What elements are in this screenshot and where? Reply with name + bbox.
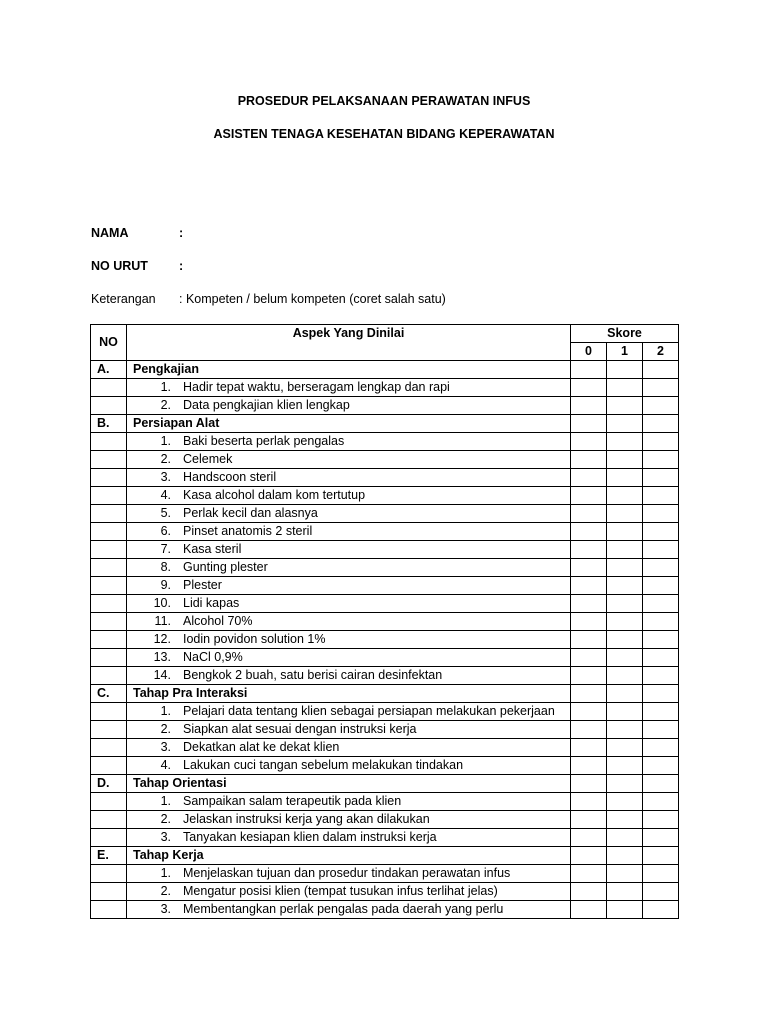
score-cell[interactable] — [643, 361, 679, 379]
score-cell[interactable] — [643, 649, 679, 667]
assessment-table — [90, 324, 679, 919]
table-row — [91, 865, 679, 883]
score-cell[interactable] — [643, 577, 679, 595]
section-title: Pengkajian — [127, 361, 571, 379]
row-no-cell — [91, 811, 127, 829]
row-no-cell — [91, 469, 127, 487]
criterion-cell — [127, 829, 571, 847]
item-number: 3. — [160, 902, 171, 916]
table-row — [91, 559, 679, 577]
row-no-cell — [91, 577, 127, 595]
criterion-cell — [127, 811, 571, 829]
score-cell[interactable] — [571, 595, 607, 613]
table-row — [91, 397, 679, 415]
item-number: 12. — [153, 632, 171, 646]
table-row — [91, 613, 679, 631]
row-no-cell — [91, 829, 127, 847]
row-no-cell — [91, 793, 127, 811]
score-cell[interactable] — [607, 523, 643, 541]
row-no-cell — [91, 649, 127, 667]
criterion-cell — [127, 721, 571, 739]
row-no-cell — [91, 451, 127, 469]
item-number: 11. — [154, 614, 171, 628]
item-number: 1. — [160, 794, 171, 808]
section-title: Tahap Orientasi — [127, 775, 571, 793]
table-row — [91, 649, 679, 667]
section-row — [91, 847, 679, 865]
item-number: 3. — [160, 470, 171, 484]
criterion-cell — [127, 739, 571, 757]
score-cell[interactable] — [607, 847, 643, 865]
criterion-cell — [127, 649, 571, 667]
score-cell[interactable] — [571, 523, 607, 541]
item-text: Membentangkan perlak pengalas pada daerah yang perlu — [183, 902, 504, 916]
item-number: 1. — [160, 380, 171, 394]
row-no-cell — [91, 541, 127, 559]
item-text: Kasa steril — [183, 542, 242, 556]
row-no-cell — [91, 379, 127, 397]
table-row — [91, 883, 679, 901]
table-row — [91, 901, 679, 919]
table-row — [91, 487, 679, 505]
item-text: Celemek — [183, 452, 233, 466]
score-cell[interactable] — [607, 469, 643, 487]
score-cell[interactable] — [571, 901, 607, 919]
score-cell[interactable] — [571, 379, 607, 397]
criterion-cell — [127, 379, 571, 397]
table-row — [91, 703, 679, 721]
score-cell[interactable] — [607, 721, 643, 739]
score-cell[interactable] — [643, 433, 679, 451]
score-cell[interactable] — [571, 883, 607, 901]
item-text: Data pengkajian klien lengkap — [183, 398, 350, 412]
row-no-cell — [91, 883, 127, 901]
table-row — [91, 433, 679, 451]
item-text: Hadir tepat waktu, berseragam lengkap dan rapi — [183, 380, 450, 394]
score-cell[interactable] — [571, 811, 607, 829]
item-number: 8. — [160, 560, 171, 574]
score-cell[interactable] — [643, 487, 679, 505]
section-row — [91, 775, 679, 793]
table-row — [91, 541, 679, 559]
score-cell[interactable] — [607, 703, 643, 721]
criterion-cell — [127, 757, 571, 775]
row-no-cell — [91, 721, 127, 739]
criterion-cell — [127, 433, 571, 451]
item-text: Pelajari data tentang klien sebagai persiapan melakukan pekerjaan — [183, 704, 555, 718]
item-text: Mengatur posisi klien (tempat tusukan infus terlihat jelas) — [183, 884, 498, 898]
row-no-cell — [91, 739, 127, 757]
row-no-cell — [91, 757, 127, 775]
row-no-cell — [91, 595, 127, 613]
score-cell[interactable] — [643, 847, 679, 865]
table-row — [91, 577, 679, 595]
score-cell[interactable] — [643, 757, 679, 775]
score-cell[interactable] — [643, 793, 679, 811]
table-row — [91, 757, 679, 775]
criterion-cell — [127, 397, 571, 415]
score-cell[interactable] — [607, 451, 643, 469]
score-cell[interactable] — [643, 829, 679, 847]
score-cell[interactable] — [607, 595, 643, 613]
table-row — [91, 379, 679, 397]
section-code: C. — [91, 685, 127, 703]
score-cell[interactable] — [607, 433, 643, 451]
score-col-2: 2 — [643, 343, 679, 361]
row-no-cell — [91, 703, 127, 721]
score-cell[interactable] — [607, 901, 643, 919]
criterion-cell — [127, 523, 571, 541]
item-text: Dekatkan alat ke dekat klien — [183, 740, 340, 754]
score-cell[interactable] — [643, 739, 679, 757]
field-keterangan — [91, 292, 446, 306]
score-cell[interactable] — [643, 667, 679, 685]
score-cell[interactable] — [571, 649, 607, 667]
item-number: 2. — [160, 722, 171, 736]
item-number: 2. — [160, 812, 171, 826]
field-nama — [91, 226, 183, 240]
score-cell[interactable] — [643, 613, 679, 631]
score-cell[interactable] — [571, 757, 607, 775]
score-col-0: 0 — [571, 343, 607, 361]
table-row — [91, 505, 679, 523]
score-cell[interactable] — [607, 415, 643, 433]
item-number: 1. — [160, 434, 171, 448]
score-cell[interactable] — [571, 451, 607, 469]
item-text: Sampaikan salam terapeutik pada klien — [183, 794, 402, 808]
score-cell[interactable] — [571, 793, 607, 811]
score-cell[interactable] — [607, 667, 643, 685]
score-cell[interactable] — [643, 469, 679, 487]
row-no-cell — [91, 433, 127, 451]
row-no-cell — [91, 667, 127, 685]
criterion-cell — [127, 901, 571, 919]
criterion-cell — [127, 613, 571, 631]
criterion-cell — [127, 451, 571, 469]
criterion-cell — [127, 793, 571, 811]
row-no-cell — [91, 865, 127, 883]
table-row — [91, 739, 679, 757]
item-text: Handscoon steril — [183, 470, 277, 484]
row-no-cell — [91, 613, 127, 631]
assessment-table-body — [91, 325, 679, 919]
score-cell[interactable] — [571, 739, 607, 757]
criterion-cell — [127, 577, 571, 595]
item-number: 3. — [160, 740, 171, 754]
document-title: PROSEDUR PELAKSANAAN PERAWATAN INFUS — [237, 94, 531, 108]
field-nourut-label: NO URUT — [91, 259, 148, 273]
item-text: NaCl 0,9% — [183, 650, 243, 664]
field-nama-colon: : — [179, 226, 184, 240]
criterion-cell — [127, 883, 571, 901]
row-no-cell — [91, 487, 127, 505]
item-number: 1. — [160, 866, 171, 880]
score-cell[interactable] — [643, 397, 679, 415]
item-number: 7. — [160, 542, 171, 556]
score-cell[interactable] — [643, 703, 679, 721]
score-cell[interactable] — [643, 811, 679, 829]
score-cell[interactable] — [643, 901, 679, 919]
criterion-cell — [127, 865, 571, 883]
criterion-cell — [127, 541, 571, 559]
section-title: Tahap Kerja — [127, 847, 571, 865]
item-number: 14. — [153, 668, 171, 682]
score-cell[interactable] — [607, 865, 643, 883]
score-cell[interactable] — [607, 577, 643, 595]
item-number: 3. — [160, 830, 171, 844]
criterion-cell — [127, 667, 571, 685]
score-cell[interactable] — [607, 361, 643, 379]
table-row — [91, 631, 679, 649]
item-number: 4. — [160, 488, 171, 502]
score-cell[interactable] — [607, 397, 643, 415]
score-cell[interactable] — [571, 577, 607, 595]
score-cell[interactable] — [607, 631, 643, 649]
field-keterangan-label: Keterangan — [91, 292, 156, 306]
score-cell[interactable] — [571, 361, 607, 379]
section-title: Persiapan Alat — [127, 415, 571, 433]
item-number: 9. — [160, 578, 171, 592]
score-cell[interactable] — [571, 487, 607, 505]
score-cell[interactable] — [571, 847, 607, 865]
score-cell[interactable] — [643, 721, 679, 739]
score-cell[interactable] — [643, 451, 679, 469]
table-row — [91, 667, 679, 685]
score-cell[interactable] — [571, 433, 607, 451]
score-cell[interactable] — [607, 775, 643, 793]
criterion-cell — [127, 505, 571, 523]
row-no-cell — [91, 397, 127, 415]
item-text: Lidi kapas — [183, 596, 240, 610]
row-no-cell — [91, 631, 127, 649]
item-number: 5. — [160, 506, 171, 520]
score-cell[interactable] — [643, 559, 679, 577]
item-text: Gunting plester — [183, 560, 268, 574]
document-subtitle: ASISTEN TENAGA KESEHATAN BIDANG KEPERAWATAN — [213, 127, 555, 141]
field-nama-label: NAMA — [91, 226, 129, 240]
score-cell[interactable] — [607, 883, 643, 901]
item-number: 2. — [160, 452, 171, 466]
score-cell[interactable] — [643, 505, 679, 523]
criterion-cell — [127, 469, 571, 487]
header-no: NO — [91, 325, 127, 361]
item-text: Siapkan alat sesuai dengan instruksi kerja — [183, 722, 417, 736]
score-cell[interactable] — [571, 721, 607, 739]
section-row — [91, 361, 679, 379]
table-row — [91, 595, 679, 613]
item-text: Lakukan cuci tangan sebelum melakukan tindakan — [183, 758, 464, 772]
score-cell[interactable] — [607, 613, 643, 631]
item-text: Plester — [183, 578, 222, 592]
item-text: Pinset anatomis 2 steril — [183, 524, 313, 538]
score-cell[interactable] — [607, 379, 643, 397]
score-cell[interactable] — [571, 667, 607, 685]
item-number: 2. — [160, 398, 171, 412]
row-no-cell — [91, 901, 127, 919]
score-cell[interactable] — [571, 397, 607, 415]
score-cell[interactable] — [607, 793, 643, 811]
score-cell[interactable] — [571, 541, 607, 559]
criterion-cell — [127, 487, 571, 505]
section-title: Tahap Pra Interaksi — [127, 685, 571, 703]
section-row — [91, 685, 679, 703]
score-cell[interactable] — [607, 559, 643, 577]
score-cell[interactable] — [607, 487, 643, 505]
criterion-cell — [127, 595, 571, 613]
score-cell[interactable] — [643, 865, 679, 883]
score-cell[interactable] — [643, 775, 679, 793]
table-header-row — [91, 325, 679, 343]
score-cell[interactable] — [643, 415, 679, 433]
score-cell[interactable] — [643, 595, 679, 613]
field-nourut-colon: : — [179, 259, 184, 273]
section-code: E. — [91, 847, 127, 865]
header-skore: Skore — [571, 325, 679, 343]
item-number: 13. — [153, 650, 171, 664]
row-no-cell — [91, 523, 127, 541]
table-row — [91, 829, 679, 847]
score-cell[interactable] — [571, 469, 607, 487]
score-cell[interactable] — [571, 559, 607, 577]
score-cell[interactable] — [571, 613, 607, 631]
score-cell[interactable] — [643, 685, 679, 703]
item-text: Alcohol 70% — [183, 614, 253, 628]
criterion-cell — [127, 631, 571, 649]
item-text: Tanyakan kesiapan klien dalam instruksi kerja — [183, 830, 437, 844]
score-cell[interactable] — [571, 631, 607, 649]
item-number: 4. — [160, 758, 171, 772]
header-aspek: Aspek Yang Dinilai — [127, 325, 571, 361]
score-cell[interactable] — [643, 523, 679, 541]
item-number: 6. — [160, 524, 171, 538]
row-no-cell — [91, 505, 127, 523]
section-code: D. — [91, 775, 127, 793]
score-cell[interactable] — [571, 505, 607, 523]
section-row — [91, 415, 679, 433]
item-text: Baki beserta perlak pengalas — [183, 434, 345, 448]
score-cell[interactable] — [607, 685, 643, 703]
field-keterangan-value: : Kompeten / belum kompeten (coret salah satu) — [179, 292, 446, 306]
item-text: Bengkok 2 buah, satu berisi cairan desinfektan — [183, 668, 443, 682]
item-text: Iodin povidon solution 1% — [183, 632, 326, 646]
table-row — [91, 451, 679, 469]
criterion-cell — [127, 703, 571, 721]
table-row — [91, 793, 679, 811]
score-cell[interactable] — [571, 703, 607, 721]
item-number: 10. — [153, 596, 171, 610]
item-text: Kasa alcohol dalam kom tertutup — [183, 488, 366, 502]
criterion-cell — [127, 559, 571, 577]
item-text: Menjelaskan tujuan dan prosedur tindakan perawatan infus — [183, 866, 511, 880]
score-cell[interactable] — [571, 685, 607, 703]
item-number: 2. — [160, 884, 171, 898]
score-cell[interactable] — [607, 505, 643, 523]
table-row — [91, 721, 679, 739]
item-number: 1. — [160, 704, 171, 718]
item-text: Jelaskan instruksi kerja yang akan dilakukan — [183, 812, 430, 826]
score-cell[interactable] — [643, 631, 679, 649]
score-cell[interactable] — [607, 811, 643, 829]
table-row — [91, 469, 679, 487]
score-cell[interactable] — [607, 541, 643, 559]
section-code: A. — [91, 361, 127, 379]
field-nourut — [91, 259, 183, 273]
score-cell[interactable] — [607, 757, 643, 775]
score-cell[interactable] — [571, 865, 607, 883]
section-code: B. — [91, 415, 127, 433]
score-cell[interactable] — [607, 649, 643, 667]
score-col-1: 1 — [607, 343, 643, 361]
score-cell[interactable] — [571, 415, 607, 433]
table-row — [91, 811, 679, 829]
score-cell[interactable] — [571, 775, 607, 793]
table-row — [91, 523, 679, 541]
item-text: Perlak kecil dan alasnya — [183, 506, 318, 520]
row-no-cell — [91, 559, 127, 577]
score-cell[interactable] — [643, 541, 679, 559]
score-cell[interactable] — [607, 829, 643, 847]
score-cell[interactable] — [571, 829, 607, 847]
score-cell[interactable] — [643, 379, 679, 397]
score-cell[interactable] — [643, 883, 679, 901]
score-cell[interactable] — [607, 739, 643, 757]
